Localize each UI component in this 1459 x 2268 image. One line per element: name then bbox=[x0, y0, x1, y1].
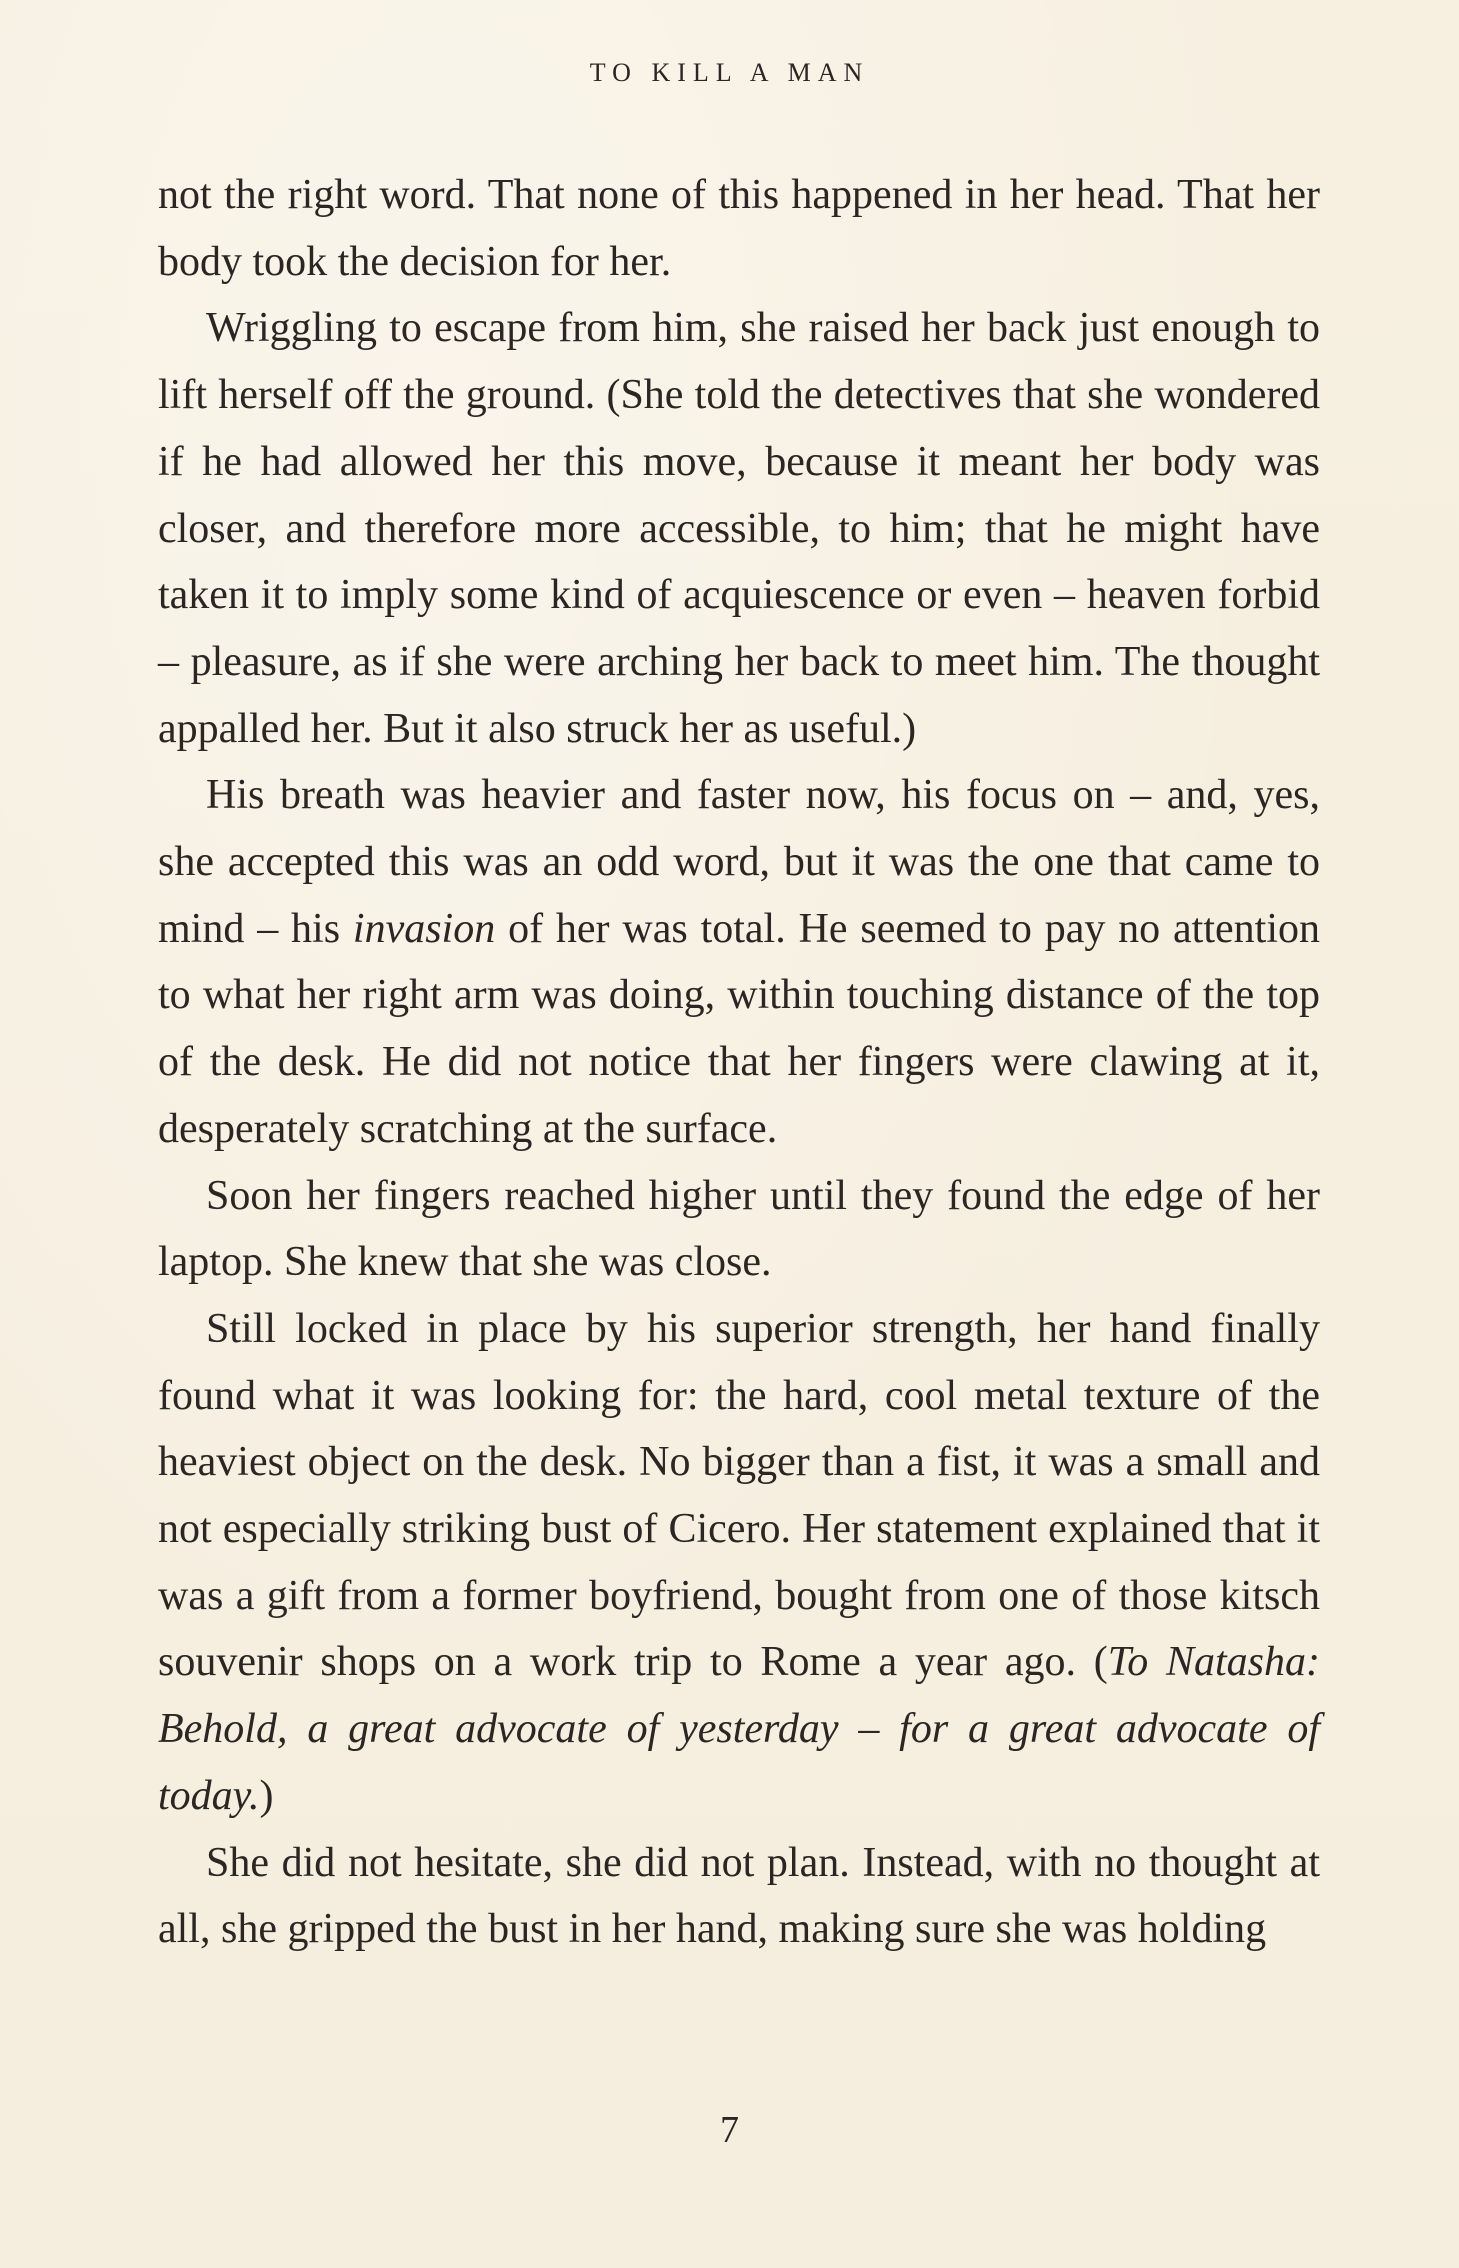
paragraph-1: not the right word. That none of this happened in her head. That her body took the decision for her. bbox=[158, 172, 1320, 285]
paragraph-5-italic-inscription: To Natasha: Behold, a great advocate of yesterday – for a great advocate of today. bbox=[158, 1639, 1320, 1819]
body-text bbox=[158, 162, 1320, 1963]
paragraph-4: Soon her fingers reached higher until they found the edge of her laptop. She knew that she was close. bbox=[158, 1172, 1320, 1286]
page-number: 7 bbox=[720, 2109, 739, 2151]
paragraph-6: She did not hesitate, she did not plan. Instead, with no thought at all, she gripped the bust in her hand, making sure she was holding bbox=[158, 1839, 1320, 1953]
paragraph-5-text-before: Still locked in place by his superior strength, her hand finally found what it was looking for: the hard, cool metal texture of the heaviest object on the desk. No bigger than a fist, it was a small and not especially striking bust of Cicero. Her statement explained that it was a gift from a former boyfriend, bought from one of those kitsch souvenir shops on a work trip to Rome a year ago. ( bbox=[158, 1305, 1320, 1686]
paragraph-5 bbox=[158, 1296, 1320, 1830]
running-head: TO KILL A MAN bbox=[589, 58, 870, 87]
paragraph-3-italic: invasion bbox=[352, 905, 496, 952]
paragraph-3 bbox=[158, 762, 1320, 1162]
paragraph-2: Wriggling to escape from him, she raised her back just enough to lift herself off the ground. (She told the detectives that she wondered if he had allowed her this move, because it meant her body was closer, and therefore more accessible, to him; that he might have taken it to imply some kind of acquiescence or even – heaven forbid – pleasure, as if she were arching her back to meet him. The thought appalled her. But it also struck her as useful.) bbox=[158, 305, 1320, 752]
paragraph-3-text-before: His breath was heavier and faster now, his focus on – and, yes, she accepted this was an odd word, but it was the one that came to mind – his bbox=[158, 772, 1320, 952]
paragraph-5-text-after: ) bbox=[259, 1772, 274, 1819]
paragraph-3-text-after: of her was total. He seemed to pay no attention to what her right arm was doing, within touching distance of the top of the desk. He did not notice that her fingers were clawing at it, desperately scratching at the surface. bbox=[158, 905, 1320, 1152]
